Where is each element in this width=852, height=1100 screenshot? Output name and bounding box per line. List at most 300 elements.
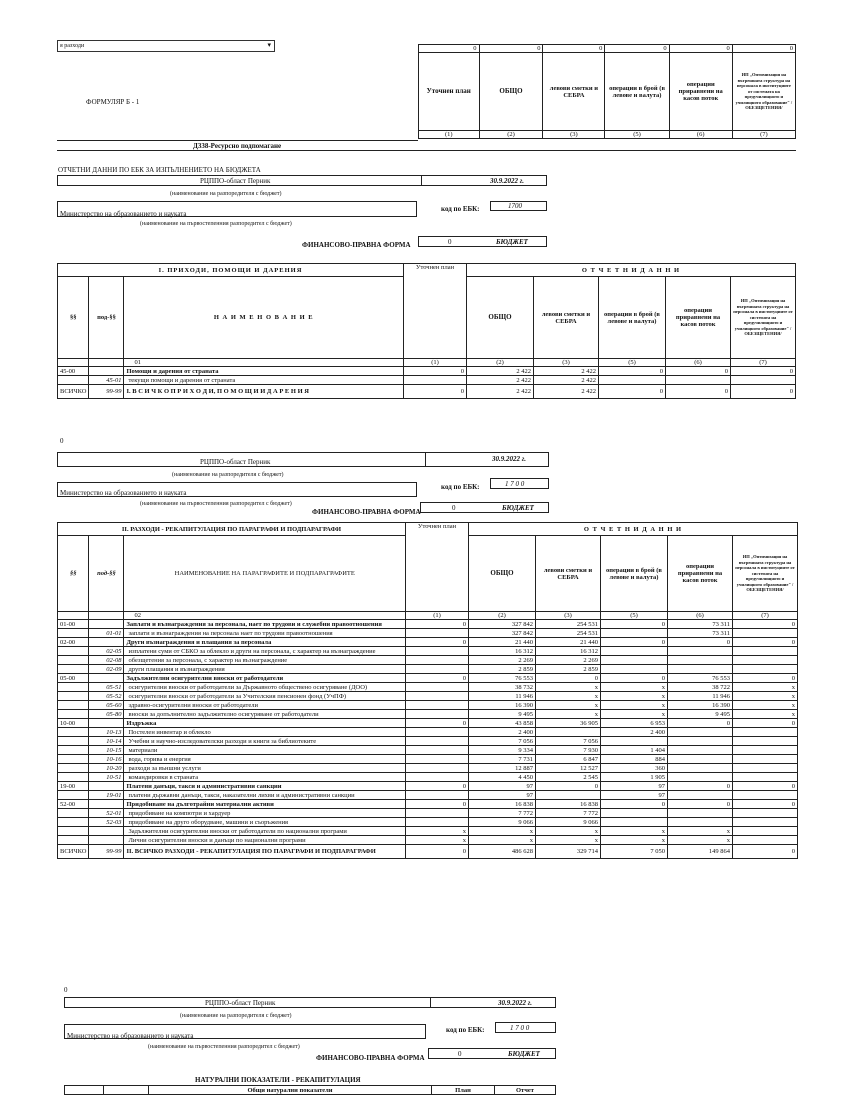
row-plan: [406, 746, 469, 755]
income-reported-header: О Т Ч Е Т Н И Д А Н Н И: [467, 264, 796, 277]
row-plan: 0: [404, 385, 467, 399]
row-ip: [733, 764, 798, 773]
row-plan: [406, 665, 469, 674]
row-cash: x: [601, 827, 668, 836]
fin-form-type: БЮДЖЕТ: [496, 238, 528, 246]
row-total: 486 628: [469, 845, 536, 859]
ebk-code: 1 7 0 0: [505, 480, 525, 488]
col-num: (5): [605, 131, 669, 139]
row-name: материали: [124, 746, 406, 755]
row-ip: [733, 665, 798, 674]
row-plan: [406, 701, 469, 710]
row-plan: [404, 376, 467, 385]
col-header-ip: ИП „Оптимизация на вътрешната структура на персонала в институциите от системата на предучилищното и училищното образование" /ОБЕЗЩЕТЕНИЯ/: [733, 536, 798, 612]
row-par: ВСИЧКО: [58, 845, 89, 859]
income-title: I. ПРИХОДИ, ПОМОЩИ И ДАРЕНИЯ: [58, 264, 404, 277]
row-ip: [733, 629, 798, 638]
col-num: (6): [668, 612, 733, 620]
row-lev: [536, 791, 601, 800]
row-name: разходи за външни услуги: [124, 764, 406, 773]
col-num: (5): [601, 612, 668, 620]
row-name: обезщетения за персонала, с характер на възнаграждение: [124, 656, 406, 665]
table-row: [58, 719, 798, 728]
col-header-lev: левови сметки и СЕБРА: [536, 536, 601, 612]
form-type-dropdown[interactable]: [57, 40, 275, 52]
row-cash: x: [601, 710, 668, 719]
col-header-cash: операции в брой (в левове и валута): [599, 277, 666, 359]
col-num: (3): [543, 131, 605, 139]
table-row: [58, 737, 798, 746]
row-total: 9 066: [469, 818, 536, 827]
section-marker: 0: [60, 437, 64, 445]
row-ip: [733, 836, 798, 845]
row-par: 10-00: [58, 719, 89, 728]
expenses-table: [57, 522, 798, 859]
table-row: [58, 683, 798, 692]
col-header-ip: ИП „Оптимизация на вътрешната структура на персонала в институциите от системата на предучилищното и училищното образование" /ОБЕЗЩЕТЕНИЯ/: [732, 53, 795, 131]
row-par: 52-00: [58, 800, 89, 809]
row-lev: 7 930: [536, 746, 601, 755]
form-type-dropdown-value: я разходи: [60, 43, 85, 49]
report-date: 30.9.2022 г.: [498, 999, 532, 1007]
row-par: [58, 755, 89, 764]
natural-indicators-row: Общи натурални показатели: [149, 1086, 432, 1095]
row-name: Заплати и възнаграждения за персонала, нает по трудови и служебни правоотношения: [124, 620, 406, 629]
row-equiv: [668, 791, 733, 800]
table-row: [58, 746, 798, 755]
row-name: Учебни и научно-изследователски разходи и книги за библиотеките: [124, 737, 406, 746]
row-lev: 7 056: [536, 737, 601, 746]
table-row: [58, 710, 798, 719]
table-row: [58, 629, 798, 638]
row-cash: x: [601, 836, 668, 845]
row-equiv: 38 722: [668, 683, 733, 692]
table-row: [58, 620, 798, 629]
table-row: [58, 782, 798, 791]
row-total: x: [469, 827, 536, 836]
row-plan: [406, 773, 469, 782]
fin-form-label: ФИНАНСОВО-ПРАВНА ФОРМА: [316, 1054, 425, 1062]
row-ip: x: [733, 701, 798, 710]
row-plan: [406, 647, 469, 656]
col-header-plan: Уточнен план: [419, 53, 480, 131]
col-num: (3): [536, 612, 601, 620]
row-lev: x: [536, 827, 601, 836]
table-row: [58, 764, 798, 773]
row-lev: 6 847: [536, 755, 601, 764]
row-cash: 97: [601, 791, 668, 800]
zero-cell: 0: [669, 45, 732, 53]
natural-indicators-title: НАТУРАЛНИ ПОКАЗАТЕЛИ - РЕКАПИТУЛАЦИЯ: [195, 1076, 361, 1084]
row-total: 2 422: [467, 367, 534, 376]
row-name: Лични осигурителни вноски и данъци по национални програми: [124, 836, 406, 845]
row-cash: x: [601, 701, 668, 710]
row-sub: [89, 827, 124, 836]
ministry-caption: (наименование на първостепенния разпоредител с бюджет): [148, 1044, 300, 1050]
row-plan: 0: [406, 620, 469, 629]
row-name: Придобиване на дълготрайни материални активи: [124, 800, 406, 809]
row-total: 16 838: [469, 800, 536, 809]
row-cash: 0: [601, 638, 668, 647]
row-sub: 19-01: [89, 791, 124, 800]
table-row: [58, 827, 798, 836]
col-num: (2): [469, 612, 536, 620]
row-name: придобиване на компютри и хардуер: [124, 809, 406, 818]
row-par: [58, 710, 89, 719]
col-header-equiv: операции приравнени на касов поток: [666, 277, 731, 359]
row-equiv: x: [668, 827, 733, 836]
fin-form-code: 0: [458, 1050, 462, 1058]
row-par: [58, 818, 89, 827]
col-par: §§: [58, 277, 89, 359]
ebk-label: код по ЕБК:: [441, 205, 480, 213]
section-marker: 0: [64, 986, 68, 994]
row-lev: 254 531: [536, 629, 601, 638]
ebk-label: код по ЕБК:: [441, 483, 480, 491]
row-name: II. ВСИЧКО РАЗХОДИ - РЕКАПИТУЛАЦИЯ ПО ПАРАГРАФИ И ПОДПАРАГРАФИ: [124, 845, 406, 859]
expenses-reported-header: О Т Ч Е Т Н И Д А Н Н И: [469, 523, 798, 536]
col-header-equiv: операции приравнени на касов поток: [668, 536, 733, 612]
row-sub: [89, 719, 124, 728]
table-row: [58, 845, 798, 859]
table-row: [58, 665, 798, 674]
row-cash: [599, 376, 666, 385]
row-name: платени държавни данъци, такси, наказателни лихви и административни санкции: [124, 791, 406, 800]
row-equiv: [668, 818, 733, 827]
row-lev: 16 312: [536, 647, 601, 656]
col-num: (2): [467, 359, 534, 367]
row-lev: x: [536, 683, 601, 692]
row-sub: [89, 836, 124, 845]
row-total: 2 422: [467, 385, 534, 399]
row-equiv: 76 553: [668, 674, 733, 683]
row-sub: 10-51: [89, 773, 124, 782]
col-num: (5): [599, 359, 666, 367]
row-lev: x: [536, 692, 601, 701]
col-sub: под-§§: [89, 277, 124, 359]
fin-form-type: БЮДЖЕТ: [502, 504, 534, 512]
row-equiv: 16 390: [668, 701, 733, 710]
col-header-ip: ИП „Оптимизация на вътрешната структура на персонала в институциите от системата на предучилищното и училищното образование" /ОБЕЗЩЕТЕНИЯ/: [731, 277, 796, 359]
row-total: 21 440: [469, 638, 536, 647]
col-num: (6): [669, 131, 732, 139]
col-sub: под-§§: [89, 536, 124, 612]
row-name: осигурителни вноски от работодатели за Учителския пенсионен фонд (УчПФ): [124, 692, 406, 701]
row-name: придобиване на друго оборудване, машини и съоръжения: [124, 818, 406, 827]
row-total: 16 390: [469, 701, 536, 710]
row-plan: [406, 683, 469, 692]
row-sub: 05-80: [89, 710, 124, 719]
table-row: [58, 800, 798, 809]
row-ip: x: [733, 683, 798, 692]
row-lev: [536, 728, 601, 737]
table-row: [58, 773, 798, 782]
row-lev: 2 859: [536, 665, 601, 674]
row-cash: 0: [599, 385, 666, 399]
chevron-down-icon: ▾: [267, 41, 271, 49]
row-plan: [406, 629, 469, 638]
row-par: 05-00: [58, 674, 89, 683]
row-total: 11 946: [469, 692, 536, 701]
row-lev: 21 440: [536, 638, 601, 647]
row-plan: [406, 809, 469, 818]
row-plan: 0: [406, 638, 469, 647]
row-par: 45-00: [58, 367, 89, 376]
row-cash: 1 905: [601, 773, 668, 782]
row-name: заплати и възнаграждения на персонала нает по трудови правоотношения: [124, 629, 406, 638]
row-ip: [733, 746, 798, 755]
row-plan: [406, 728, 469, 737]
row-sub: [89, 782, 124, 791]
row-total: 16 312: [469, 647, 536, 656]
row-lev: 7 772: [536, 809, 601, 818]
org-caption: (наименование на разпоредителя с бюджет): [172, 472, 284, 478]
row-cash: 884: [601, 755, 668, 764]
ministry-caption: (наименование на първостепенния разпоредител с бюджет): [140, 501, 292, 507]
row-par: [58, 656, 89, 665]
row-cash: 1 404: [601, 746, 668, 755]
org-caption: (наименование на разпоредителя с бюджет): [170, 191, 282, 197]
row-name: изплатени суми от СБКО за облекло и други на персонала, с характер на възнаграждение: [124, 647, 406, 656]
zero-cell: 0: [543, 45, 605, 53]
row-lev: 0: [536, 782, 601, 791]
natural-plan-header: План: [432, 1086, 495, 1095]
col-num: (1): [404, 359, 467, 367]
income-code: 01: [124, 359, 404, 367]
col-header-lev: левови сметки и СЕБРА: [534, 277, 599, 359]
row-par: [58, 773, 89, 782]
row-ip: 0: [731, 367, 796, 376]
row-par: 02-00: [58, 638, 89, 647]
row-equiv: 0: [668, 719, 733, 728]
table-row: [58, 638, 798, 647]
row-lev: 16 838: [536, 800, 601, 809]
row-cash: [601, 809, 668, 818]
row-par: [58, 647, 89, 656]
row-lev: x: [536, 710, 601, 719]
row-ip: [733, 818, 798, 827]
org-caption: (наименование на разпоредителя с бюджет): [180, 1013, 292, 1019]
table-row: [58, 376, 796, 385]
row-total: 76 553: [469, 674, 536, 683]
ebk-code: 1 7 0 0: [510, 1024, 530, 1032]
row-cash: [601, 647, 668, 656]
row-cash: [601, 737, 668, 746]
row-par: [58, 701, 89, 710]
row-total: 2 859: [469, 665, 536, 674]
row-par: [58, 376, 89, 385]
row-equiv: [668, 764, 733, 773]
row-plan: [406, 791, 469, 800]
row-cash: [601, 629, 668, 638]
row-ip: 0: [733, 638, 798, 647]
row-par: [58, 728, 89, 737]
row-equiv: [668, 773, 733, 782]
expenses-title: II. РАЗХОДИ - РЕКАПИТУЛАЦИЯ ПО ПАРАГРАФИ И ПОДПАРАГРАФИ: [58, 523, 406, 536]
table-row: [58, 674, 798, 683]
row-par: [58, 665, 89, 674]
table-row: [58, 728, 798, 737]
row-total: 4 450: [469, 773, 536, 782]
col-header-total: ОБЩО: [469, 536, 536, 612]
row-ip: [733, 737, 798, 746]
row-name: Платени данъци, такси и административни санкции: [124, 782, 406, 791]
row-ip: [731, 376, 796, 385]
row-total: 7 056: [469, 737, 536, 746]
col-header-cash: операции в брой (в левове и валута): [605, 53, 669, 131]
row-sub: 02-05: [89, 647, 124, 656]
fin-form-code: 0: [452, 504, 456, 512]
table-row: [58, 791, 798, 800]
row-name: текущи помощи и дарения от страната: [124, 376, 404, 385]
row-sub: [89, 367, 124, 376]
row-par: [58, 764, 89, 773]
row-cash: [601, 665, 668, 674]
row-name: здравно-осигурителни вноски от работодатели: [124, 701, 406, 710]
row-plan: 0: [406, 800, 469, 809]
row-ip: 0: [733, 620, 798, 629]
row-total: 2 422: [467, 376, 534, 385]
table-row: [58, 701, 798, 710]
row-name: Задължителни осигурителни вноски от работодатели: [124, 674, 406, 683]
row-ip: 0: [733, 845, 798, 859]
row-ip: 0: [733, 782, 798, 791]
row-sub: 10-14: [89, 737, 124, 746]
org-name: РЦППО-област Перник: [205, 999, 276, 1007]
row-ip: [733, 656, 798, 665]
report-title: ОТЧЕТНИ ДАННИ ПО ЕБК ЗА ИЗПЪЛНЕНИЕТО НА БЮДЖЕТА: [58, 166, 261, 174]
col-header-total: ОБЩО: [479, 53, 543, 131]
row-total: 2 400: [469, 728, 536, 737]
row-sub: [89, 638, 124, 647]
row-lev: 12 527: [536, 764, 601, 773]
zero-cell: 0: [479, 45, 543, 53]
row-cash: 0: [601, 620, 668, 629]
row-total: 7 772: [469, 809, 536, 818]
row-plan: [406, 755, 469, 764]
row-name: Помощи и дарения от страната: [124, 367, 404, 376]
row-sub: 10-13: [89, 728, 124, 737]
col-header-cash: операции в брой (в левове и валута): [601, 536, 668, 612]
table-row: [58, 385, 796, 399]
row-cash: x: [601, 692, 668, 701]
row-lev: 2 422: [534, 376, 599, 385]
table-row: [58, 809, 798, 818]
ministry-name: Министерство на образованието и науката: [60, 489, 187, 497]
row-total: 9 495: [469, 710, 536, 719]
row-plan: [406, 710, 469, 719]
row-total: x: [469, 836, 536, 845]
row-equiv: [668, 755, 733, 764]
col-num: (1): [419, 131, 480, 139]
row-plan: x: [406, 827, 469, 836]
row-total: 38 732: [469, 683, 536, 692]
row-sub: 02-08: [89, 656, 124, 665]
row-lev: 2 422: [534, 385, 599, 399]
row-lev: x: [536, 701, 601, 710]
row-name: други плащания и възнаграждения: [124, 665, 406, 674]
row-par: [58, 629, 89, 638]
row-sub: 05-60: [89, 701, 124, 710]
row-cash: 6 953: [601, 719, 668, 728]
row-sub: 05-52: [89, 692, 124, 701]
row-par: 19-00: [58, 782, 89, 791]
row-total: 97: [469, 791, 536, 800]
row-total: 12 887: [469, 764, 536, 773]
natural-indicators-table: [64, 1085, 556, 1095]
row-ip: [733, 791, 798, 800]
row-plan: [406, 764, 469, 773]
zero-cell: 0: [419, 45, 480, 53]
row-equiv: [668, 737, 733, 746]
row-equiv: 0: [668, 782, 733, 791]
col-num: (3): [534, 359, 599, 367]
row-total: 2 269: [469, 656, 536, 665]
fin-form-label: ФИНАНСОВО-ПРАВНА ФОРМА: [302, 241, 411, 249]
row-ip: x: [733, 710, 798, 719]
row-name: Издръжка: [124, 719, 406, 728]
row-cash: x: [601, 683, 668, 692]
fin-form-code: 0: [448, 238, 452, 246]
table-row: [58, 367, 796, 376]
col-num: (7): [733, 612, 798, 620]
col-num: (2): [479, 131, 543, 139]
row-sub: [89, 800, 124, 809]
row-equiv: 0: [668, 800, 733, 809]
expenses-plan-header: Уточнен план: [406, 523, 469, 612]
row-equiv: [668, 647, 733, 656]
natural-report-header: Отчет: [495, 1086, 556, 1095]
row-cash: 0: [601, 800, 668, 809]
row-cash: 360: [601, 764, 668, 773]
row-total: 327 842: [469, 629, 536, 638]
org-name: РЦППО-област Перник: [200, 458, 271, 466]
row-ip: [733, 827, 798, 836]
row-equiv: [668, 656, 733, 665]
ministry-name: Министерство на образованието и науката: [67, 1032, 194, 1040]
row-equiv: 0: [668, 638, 733, 647]
fin-form-label: ФИНАНСОВО-ПРАВНА ФОРМА: [312, 508, 421, 516]
row-sub: 01-01: [89, 629, 124, 638]
row-lev: 254 531: [536, 620, 601, 629]
row-name: Задължителни осигурителни вноски от работодатели по национални програми: [124, 827, 406, 836]
row-total: 7 731: [469, 755, 536, 764]
zero-cell: 0: [732, 45, 795, 53]
row-ip: 0: [733, 674, 798, 683]
zero-cell: 0: [605, 45, 669, 53]
row-par: ВСИЧКО: [58, 385, 89, 399]
row-par: [58, 746, 89, 755]
row-cash: [601, 818, 668, 827]
row-plan: [406, 656, 469, 665]
col-par: §§: [58, 536, 89, 612]
ebk-label: код по ЕБК:: [446, 1026, 485, 1034]
row-plan: 0: [404, 367, 467, 376]
row-plan: [406, 737, 469, 746]
ministry-caption: (наименование на първостепенния разпоредител с бюджет): [140, 221, 292, 227]
col-header-lev: левови сметки и СЕБРА: [543, 53, 605, 131]
row-plan: 0: [406, 674, 469, 683]
row-plan: x: [406, 836, 469, 845]
row-cash: 97: [601, 782, 668, 791]
row-lev: 36 905: [536, 719, 601, 728]
row-par: [58, 791, 89, 800]
row-lev: x: [536, 836, 601, 845]
row-sub: 99-99: [89, 845, 124, 859]
row-par: [58, 737, 89, 746]
table-row: [58, 692, 798, 701]
row-equiv: 11 946: [668, 692, 733, 701]
